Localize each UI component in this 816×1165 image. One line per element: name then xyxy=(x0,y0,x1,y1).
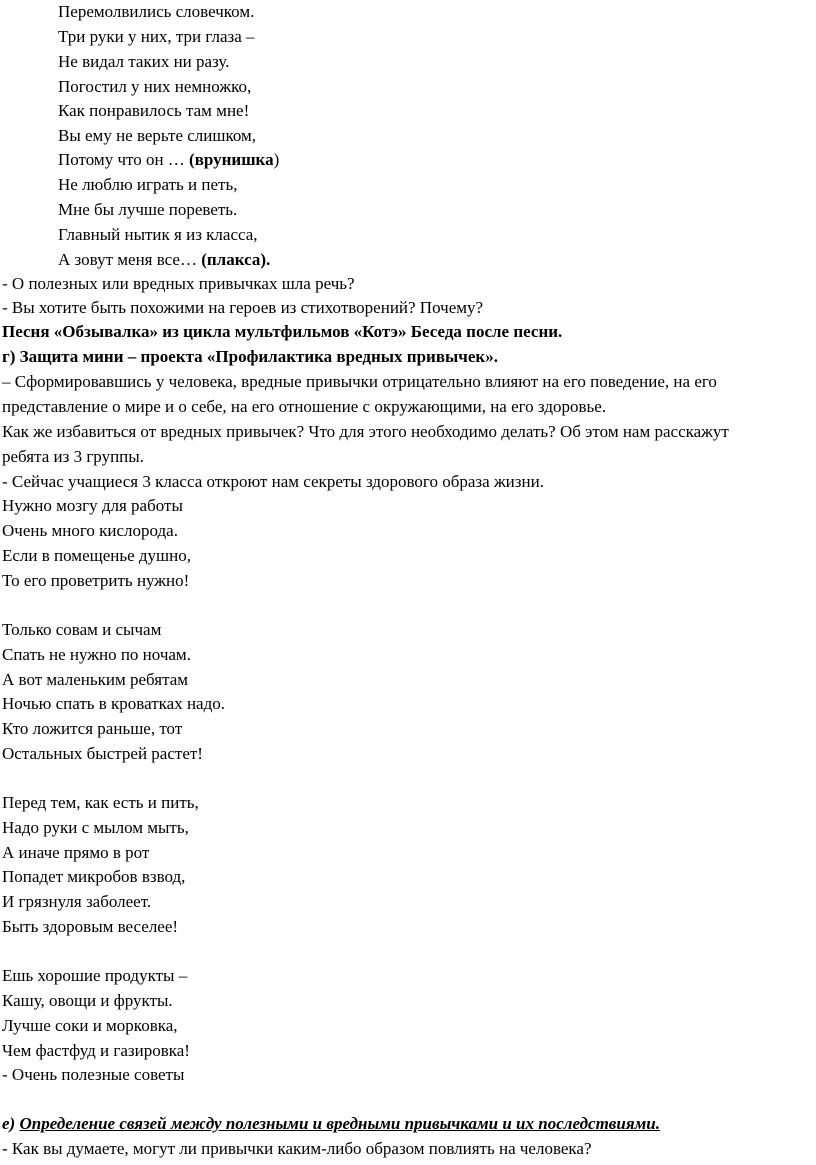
question-line: - Вы хотите быть похожими на героев из стихотворений? Почему? xyxy=(2,298,484,317)
poem-line: Перемолвились словечком. xyxy=(58,2,255,21)
project-heading: г) Защита мини – проекта «Профилактика вредных привычек». xyxy=(2,347,498,366)
section-e-heading xyxy=(2,1114,660,1134)
stanza-line: И грязнуля заболеет. xyxy=(2,892,152,911)
paragraph-line: представление о мире и о себе, на его отношение с окружающими, на его здоровье. xyxy=(2,397,607,416)
poem-line: Погостил у них немножко, xyxy=(58,77,252,96)
stanza-line: Быть здоровым веселее! xyxy=(2,917,179,936)
answer-vrunishka: (врунишка xyxy=(189,150,274,169)
poem-line: Мне бы лучше пореветь. xyxy=(58,200,238,219)
section-e-title: Определение связей между полезными и вредными привычками и их последствиями. xyxy=(19,1114,660,1133)
poem-line: Как понравилось там мне! xyxy=(58,101,250,120)
final-question: - Как вы думаете, могут ли привычки каким-либо образом повлиять на человека? xyxy=(2,1139,592,1158)
stanza-line: Перед тем, как есть и пить, xyxy=(2,793,199,812)
stanza-line: Только совам и сычам xyxy=(2,620,162,639)
paragraph-line: Как же избавиться от вредных привычек? Что для этого необходимо делать? Об этом нам расскажут xyxy=(2,422,729,441)
stanza-line: Кашу, овощи и фрукты. xyxy=(2,991,173,1010)
song-heading: Песня «Обзывалка» из цикла мультфильмов «Котэ» Беседа после песни. xyxy=(2,322,563,341)
paragraph-line: ребята из 3 группы. xyxy=(2,447,144,466)
poem-line-answer xyxy=(58,250,270,270)
stanza-line: Остальных быстрей растет! xyxy=(2,744,203,763)
paragraph-line: – Сформировавшись у человека, вредные привычки отрицательно влияют на его поведение, на его xyxy=(2,372,717,391)
stanza-line: Нужно мозгу для работы xyxy=(2,496,183,515)
poem-line: Три руки у них, три глаза – xyxy=(58,27,255,46)
paragraph-line: - Сейчас учащиеся 3 класса откроют нам секреты здорового образа жизни. xyxy=(2,472,544,491)
stanza-line: А иначе прямо в рот xyxy=(2,843,150,862)
stanza-line: Чем фастфуд и газировка! xyxy=(2,1041,190,1060)
stanza-line: Очень много кислорода. xyxy=(2,521,178,540)
stanza-line: Ешь хорошие продукты – xyxy=(2,966,188,985)
stanza-line: Спать не нужно по ночам. xyxy=(2,645,191,664)
question-line: - О полезных или вредных привычках шла речь? xyxy=(2,274,355,293)
poem-line: Вы ему не верьте слишком, xyxy=(58,126,257,145)
poem-line-text: А зовут меня все… xyxy=(58,250,202,269)
poem-line-text: Потому что он … xyxy=(58,150,190,169)
poem-line: Не видал таких ни разу. xyxy=(58,52,230,71)
stanza-line: То его проветрить нужно! xyxy=(2,571,190,590)
closing-remark: - Очень полезные советы xyxy=(2,1065,185,1084)
stanza-line: Если в помещенье душно, xyxy=(2,546,191,565)
stanza-line: Лучше соки и морковка, xyxy=(2,1016,178,1035)
section-e-letter: е) xyxy=(2,1114,20,1133)
stanza-line: А вот маленьким ребятам xyxy=(2,670,189,689)
stanza-line: Попадет микробов взвод, xyxy=(2,867,186,886)
stanza-line: Ночью спать в кроватках надо. xyxy=(2,694,225,713)
stanza-line: Надо руки с мылом мыть, xyxy=(2,818,189,837)
answer-plaksa: (плакса). xyxy=(201,250,271,269)
poem-line: Главный нытик я из класса, xyxy=(58,225,258,244)
poem-line: Не люблю играть и петь, xyxy=(58,175,238,194)
poem-line-answer xyxy=(58,150,279,170)
poem-line-text: ) xyxy=(273,150,280,169)
stanza-line: Кто ложится раньше, тот xyxy=(2,719,183,738)
